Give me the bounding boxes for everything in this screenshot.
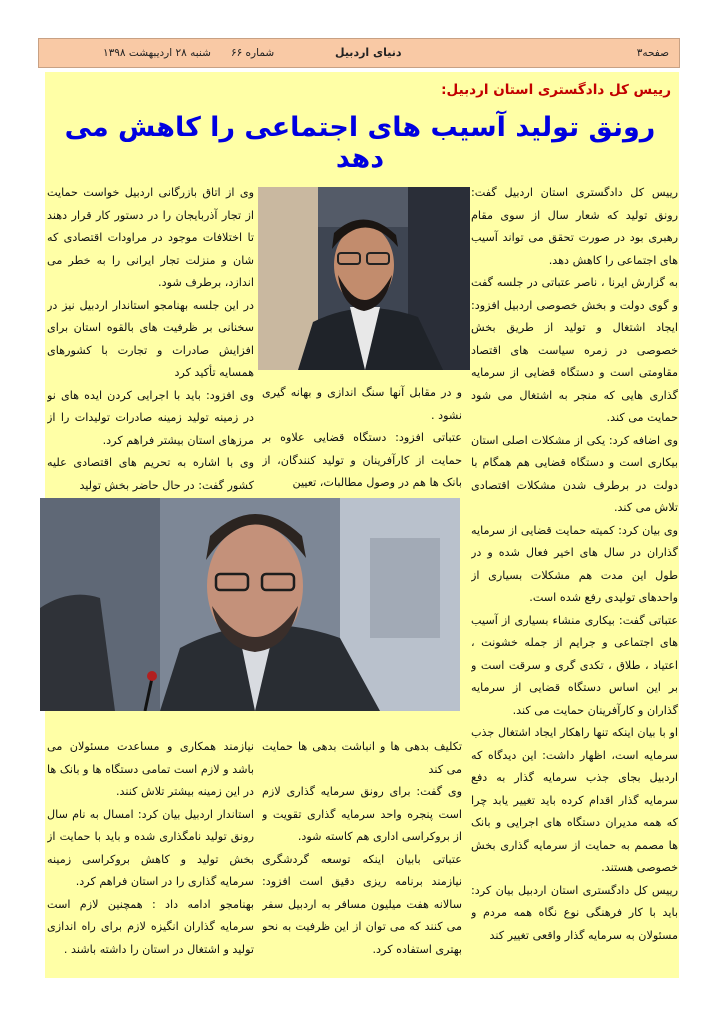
paragraph: در این جلسه بهنامجو استاندار اردبیل نیز در سخنانی بر ظرفیت های بالقوه استان برای افزایش صادرات و تجارت با کشورهای همسایه تأکید کرد	[47, 298, 254, 379]
paragraph: تکلیف بدهی ها و انباشت بدهی ها حمایت می کند	[262, 740, 462, 776]
paragraph: وی از اتاق بازرگانی اردبیل خواست حمایت از تجار آذربایجان را در دستور کار قرار دهند تا اختلافات موجود در مراودات اقتصادی که شان و منزلت تجار ایرانی را به خطر می اندازد، برطرف شود.	[47, 186, 254, 289]
portrait-photo-large	[40, 498, 460, 711]
page-number: صفحه۳	[636, 47, 669, 59]
paragraph: به گزارش ایرنا ، ناصر عتباتی در جلسه گفت و گوی دولت و بخش خصوصی اردبیل افزود: ایجاد اشتغال و تولید از طریق بخش خصوصی در زمره سیاست های اقتصاد مقاومتی است و دستگاه قضایی از سرمایه گذاری هایی که منجر به اشتغال می شود حمایت می کند.	[471, 276, 678, 424]
portrait-photo-small	[258, 187, 470, 370]
article-kicker: رییس کل دادگستری استان اردبیل:	[441, 82, 671, 98]
paragraph: رییس کل دادگستری استان اردبیل بیان کرد: باید با کار فرهنگی نوع نگاه همه مردم و مسئولان به سرمایه گذار واقعی تغییر کند	[471, 883, 678, 942]
paragraph: وی گفت: برای رونق سرمایه گذاری لازم است پنجره واحد سرمایه گذاری تقویت و از بروکراسی اداری هم کاسته شود.	[262, 785, 462, 843]
column-middle-bottom	[262, 736, 462, 972]
paragraph: وی افزود: باید با اجرایی کردن ایده های نو در زمینه تولید زمینه صادرات تولیدات را از مرزهای استان بیشتر فراهم کرد.	[47, 388, 254, 447]
column-left-bottom	[47, 736, 254, 972]
paragraph: او با بیان اینکه تنها راهکار ایجاد اشتغال جذب سرمایه است، اظهار داشت: این دیدگاه که اردبیل بجای جذب سرمایه گذار به دفع سرمایه گذار اقدام کرده باید تغییر یابد چرا که همه مدیران دستگاه های اجرایی و بانک ها مصمم به حمایت از سرمایه گذاری بخش خصوصی هستند.	[471, 726, 678, 874]
issue-date: شنبه ۲۸ اردیبهشت ۱۳۹۸	[103, 47, 211, 59]
paragraph: وی بیان کرد: کمیته حمایت قضایی از سرمایه گذاران در سال های اخیر فعال شده و در طول این مدت هم مشکلات بسیاری از واحدهای تولیدی رفع شده است.	[471, 523, 678, 604]
paragraph: و در مقابل آنها سنگ اندازی و بهانه گیری نشود .	[262, 386, 462, 422]
issue-number: شماره ۶۶	[230, 47, 275, 59]
paragraph: استاندار اردبیل بیان کرد: امسال به نام سال رونق تولید نامگذاری شده و باید با حمایت از بخش تولید و کاهش بروکراسی زمینه سرمایه گذاری را در استان فراهم کرد.	[47, 807, 254, 888]
column-right	[471, 182, 678, 972]
paragraph: رییس کل دادگستری استان اردبیل گفت: رونق تولید که شعار سال از سوی مقام رهبری بود در صورت تحقق می تواند آسیب های اجتماعی را کاهش دهد.	[471, 186, 678, 267]
date-issue	[103, 47, 274, 59]
paragraph: بهنامجو ادامه داد : همچنین لازم است سرمایه گذاران انگیزه لازم برای راه اندازی تولید و اشتغال در استان را داشته باشند .	[47, 897, 254, 956]
page-header-bar	[38, 38, 680, 68]
paragraph: عتباتی گفت: بیکاری منشاء بسیاری از آسیب های اجتماعی و جرایم از جمله خشونت ، اعتیاد ، طلاق ، تکدی گری و سرقت است و بر این اساس دستگاه قضایی از سرمایه گذاران و کارآفرینان حمایت می کند.	[471, 613, 678, 717]
paragraph: وی با اشاره به تحریم های اقتصادی علیه کشور گفت: در حال حاضر بخش تولید	[47, 456, 254, 492]
paragraph: عتباتی افزود: دستگاه قضایی علاوه بر حمایت از کارآفرینان و تولید کنندگان، از بانک ها هم در وصول مطالبات، تعیین	[262, 431, 462, 489]
column-middle-top	[262, 382, 462, 494]
paragraph: نیازمند همکاری و مساعدت مسئولان می باشد و لازم است تمامی دستگاه ها و بانک ها در این زمینه بیشتر تلاش کنند.	[47, 740, 254, 798]
paragraph: عتباتی بابیان اینکه توسعه گردشگری نیازمند برنامه ریزی دقیق است افزود: سالانه هفت میلیون مسافر به اردبیل سفر می کنند که می توان از این ظرفیت به نحو بهتری استفاده کرد.	[262, 852, 462, 956]
paragraph: وی اضافه کرد: یکی از مشکلات اصلی استان بیکاری است و دستگاه قضایی هم همگام با دولت در برطرف شدن مشکلات اقتصادی تلاش می کند.	[471, 433, 678, 514]
column-left-top	[47, 182, 254, 494]
publication-name: دنیای اردبیل	[335, 46, 402, 59]
article-headline: رونق تولید آسیب های اجتماعی را کاهش می دهد	[64, 112, 656, 174]
